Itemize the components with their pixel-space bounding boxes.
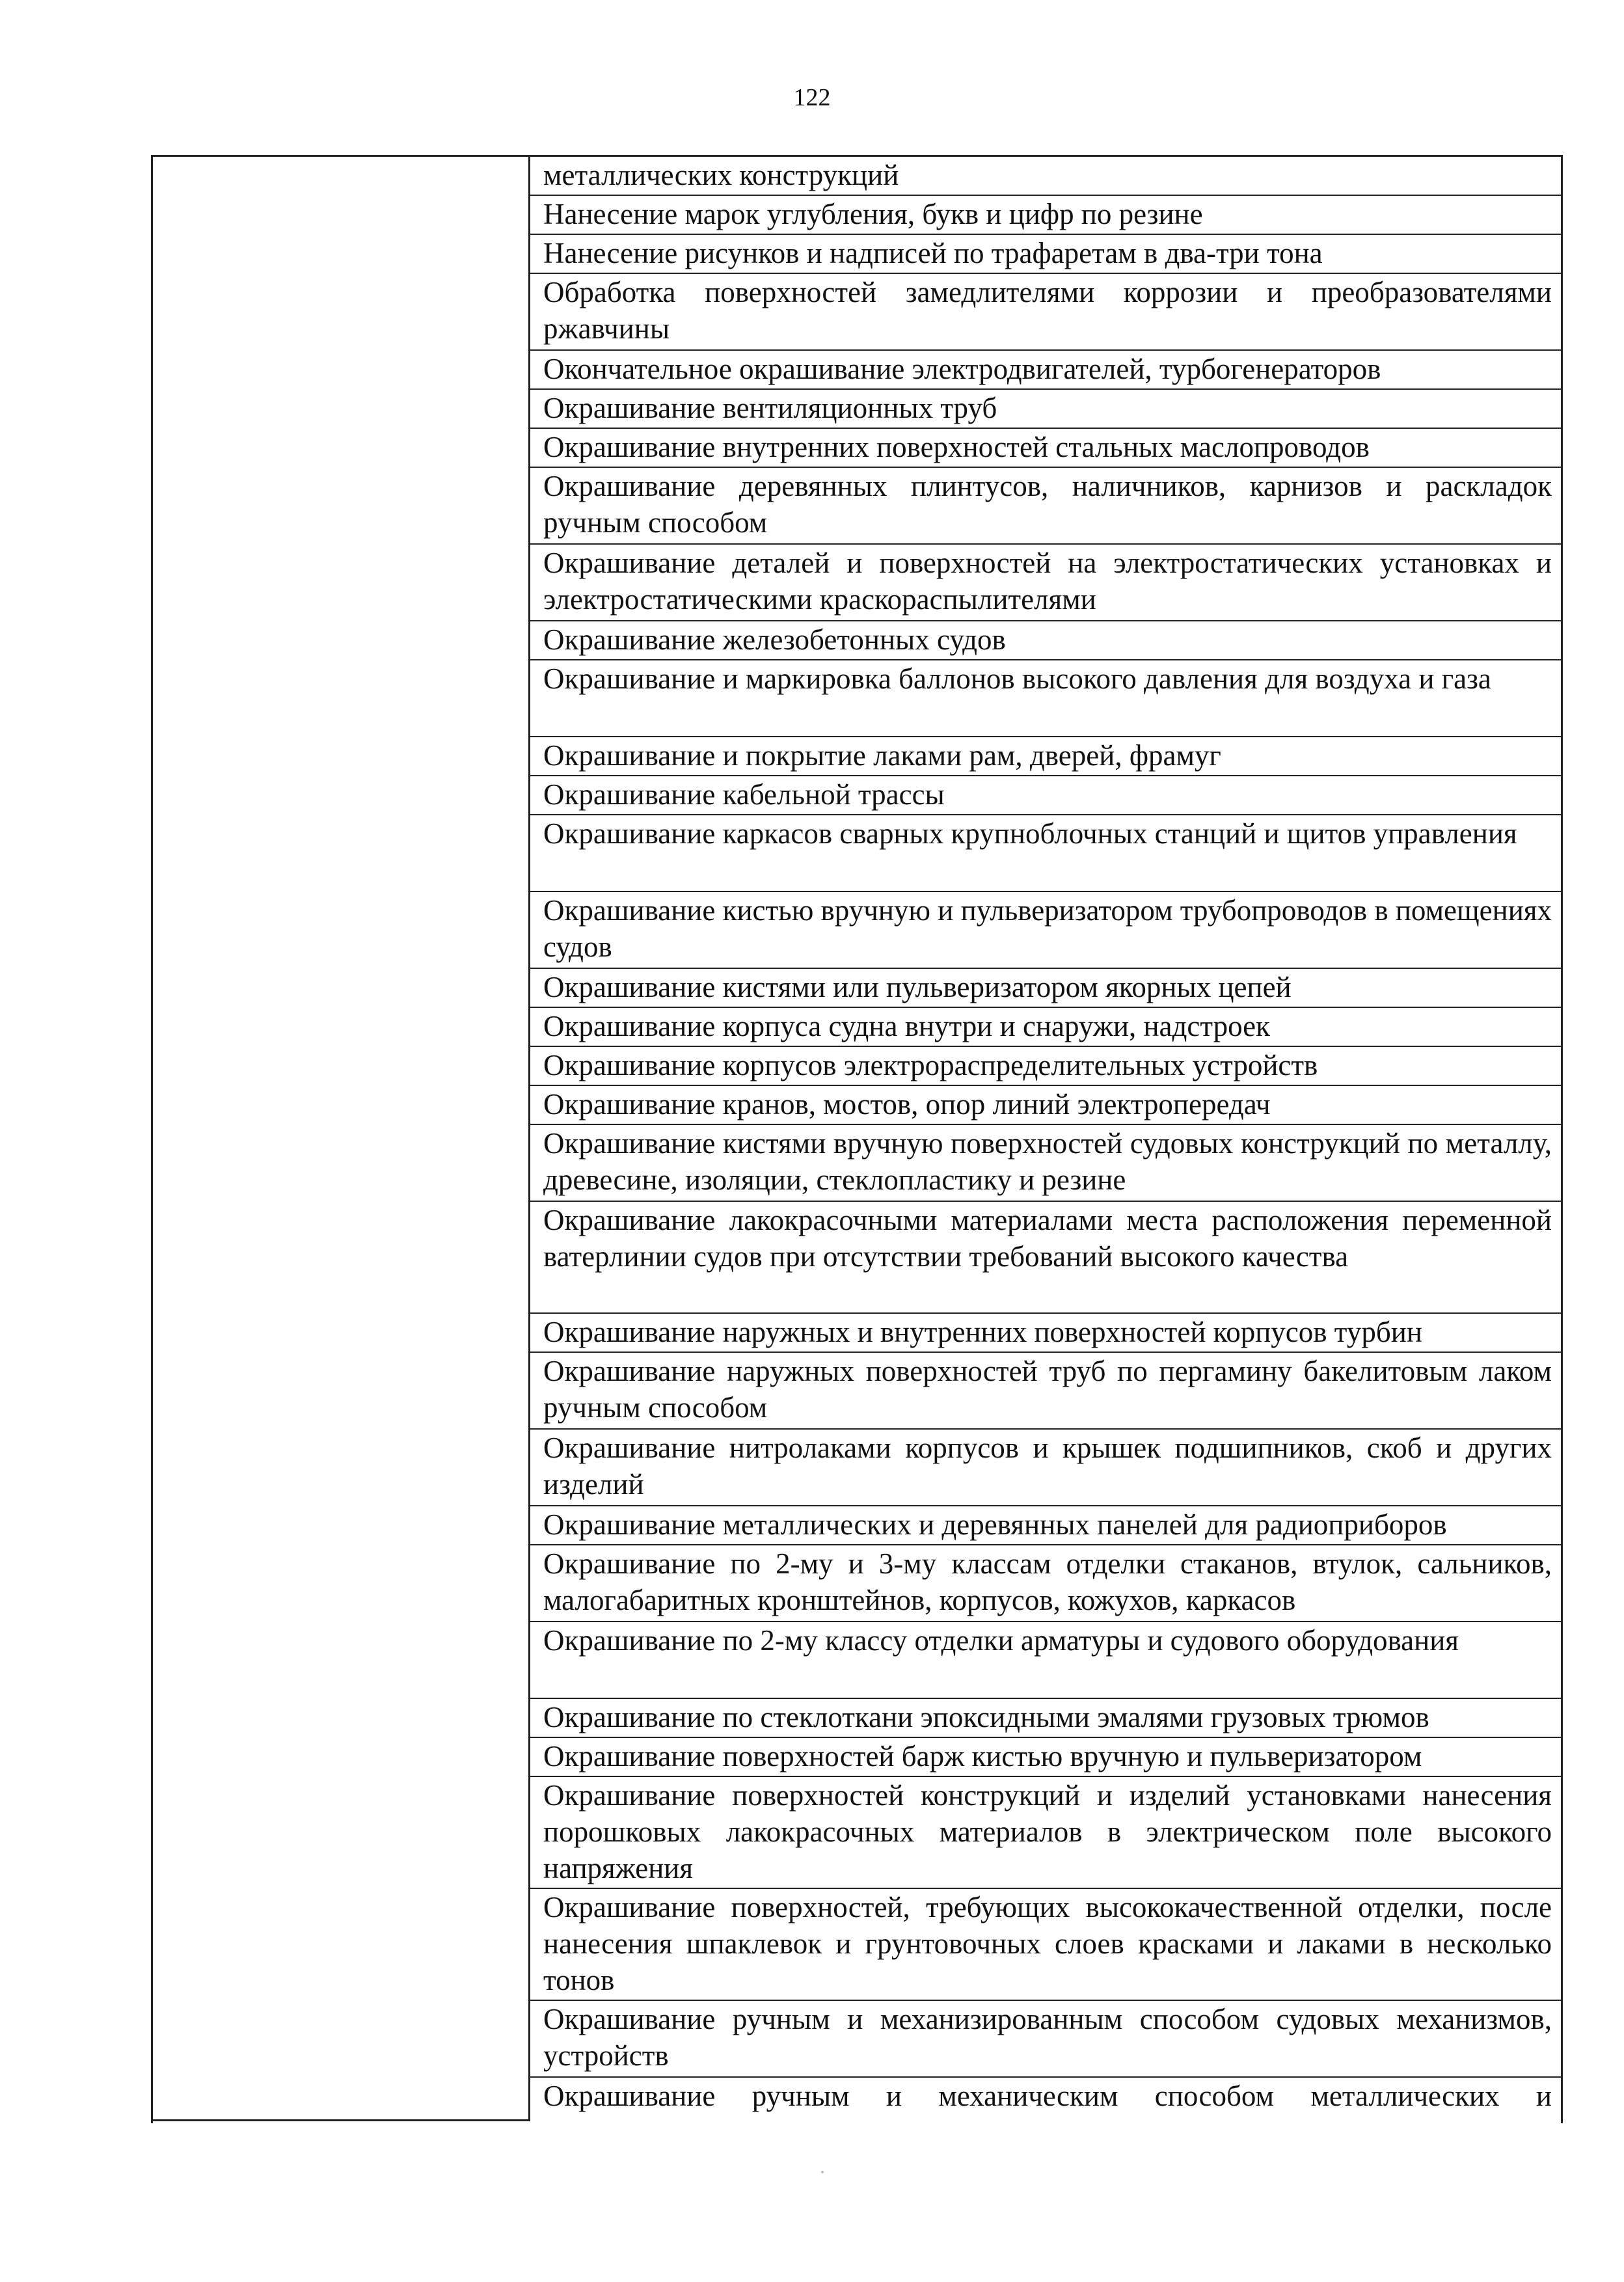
table-row: Окрашивание деталей и поверхностей на электростатических установках и электростатическими краскораспылителями	[530, 545, 1561, 621]
table-row: Окрашивание кистями вручную поверхностей судовых конструкций по металлу, древесине, изоляции, стеклопластику и резине	[530, 1125, 1561, 1202]
table-row: Окрашивание каркасов сварных крупноблочных станций и щитов управления	[530, 815, 1561, 892]
table-row: Окрашивание ручным и механическим способом металлических и	[543, 2080, 1552, 2112]
table-row: Окончательное окрашивание электродвигателей, турбогенераторов	[530, 351, 1561, 390]
table-row: Обработка поверхностей замедлителями коррозии и преобразователями ржавчины	[530, 274, 1561, 351]
table-row: Нанесение марок углубления, букв и цифр по резине	[530, 196, 1561, 235]
table-row: Окрашивание ручным и механизированным способом судовых механизмов, устройств	[530, 2001, 1561, 2078]
table-row: Окрашивание наружных поверхностей труб по пергамину бакелитовым лаком ручным способом	[530, 1353, 1561, 1430]
operations-table	[151, 155, 1563, 2123]
table-row: Окрашивание металлических и деревянных панелей для радиоприборов	[530, 1506, 1561, 1545]
page-number: 122	[793, 84, 831, 111]
table-row: Окрашивание внутренних поверхностей стальных маслопроводов	[530, 429, 1561, 468]
table-row: Окрашивание по 2-му классу отделки арматуры и судового оборудования	[530, 1622, 1561, 1699]
table-row: Окрашивание поверхностей, требующих высококачественной отделки, после нанесения шпаклевок и грунтовочных слоев красками и лаками в несколько тонов	[530, 1889, 1561, 2001]
table-row: Окрашивание кабельной трассы	[530, 776, 1561, 815]
table-row: Окрашивание железобетонных судов	[530, 621, 1561, 660]
scan-artifact	[821, 2171, 824, 2173]
table-row: Окрашивание кранов, мостов, опор линий электропередач	[530, 1086, 1561, 1125]
table-row: Окрашивание наружных и внутренних поверхностей корпусов турбин	[530, 1314, 1561, 1353]
table-row: Окрашивание и покрытие лаками рам, дверей, фрамуг	[530, 737, 1561, 776]
table-row: Окрашивание нитролаками корпусов и крышек подшипников, скоб и других изделий	[530, 1430, 1561, 1506]
table-row: Окрашивание по 2-му и 3-му классам отделки стаканов, втулок, сальников, малогабаритных кронштейнов, корпусов, кожухов, каркасов	[530, 1545, 1561, 1622]
table-row: металлических конструкций	[530, 157, 1561, 196]
table-row: Нанесение рисунков и надписей по трафаретам в два-три тона	[530, 235, 1561, 274]
table-row: Окрашивание лакокрасочными материалами места расположения переменной ватерлинии судов при отсутствии требований высокого качества	[530, 1202, 1561, 1314]
table-row: Окрашивание кистью вручную и пульверизатором трубопроводов в помещениях судов	[530, 892, 1561, 969]
left-column-cell	[153, 157, 530, 2121]
table-row: Окрашивание вентиляционных труб	[530, 390, 1561, 429]
table-row: Окрашивание поверхностей конструкций и изделий установками нанесения порошковых лакокрасочных материалов в электрическом поле высокого напряжения	[530, 1777, 1561, 1889]
table-row: Окрашивание деревянных плинтусов, наличников, карнизов и раскладок ручным способом	[530, 468, 1561, 545]
table-row: Окрашивание поверхностей барж кистью вручную и пульверизатором	[530, 1738, 1561, 1777]
table-row: Окрашивание корпуса судна внутри и снаружи, надстроек	[530, 1008, 1561, 1047]
right-column	[530, 157, 1561, 2123]
table-row: Окрашивание кистями или пульверизатором якорных цепей	[530, 969, 1561, 1008]
table-row: Окрашивание по стеклоткани эпоксидными эмалями грузовых трюмов	[530, 1699, 1561, 1738]
table-row: Окрашивание и маркировка баллонов высокого давления для воздуха и газа	[530, 660, 1561, 737]
table-row: Окрашивание корпусов электрораспределительных устройств	[530, 1047, 1561, 1086]
